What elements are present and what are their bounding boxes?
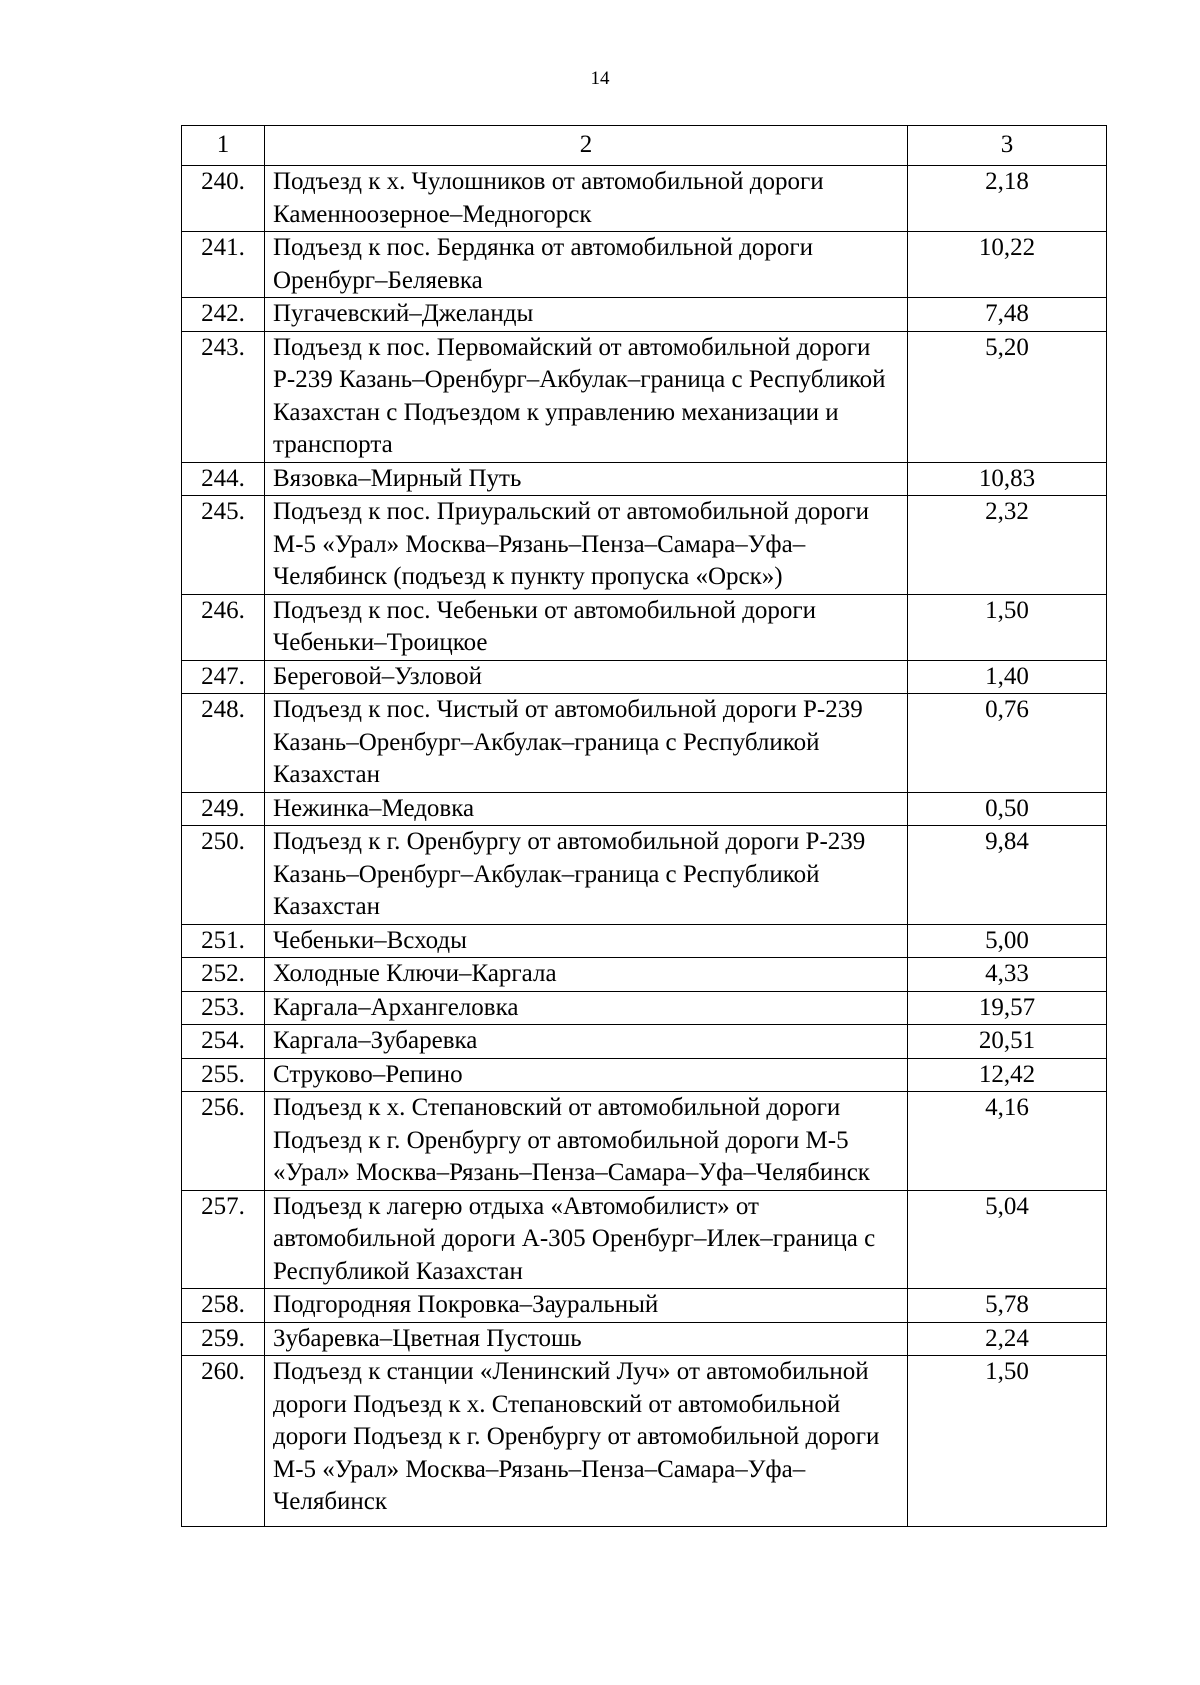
road-name: Подъезд к пос. Чистый от автомобильной дороги Р-239 Казань–Оренбург–Акбулак–граница с Республикой Казахстан xyxy=(265,694,908,793)
road-length: 2,18 xyxy=(908,166,1107,232)
road-length: 1,40 xyxy=(908,660,1107,694)
road-name: Вязовка–Мирный Путь xyxy=(265,462,908,496)
table-row xyxy=(182,1356,1107,1527)
road-name: Подъезд к пос. Бердянка от автомобильной дороги Оренбург–Беляевка xyxy=(265,232,908,298)
road-length: 10,83 xyxy=(908,462,1107,496)
road-length: 2,24 xyxy=(908,1322,1107,1356)
road-name: Подъезд к станции «Ленинский Луч» от автомобильной дороги Подъезд к х. Степановский от автомобильной дороги Подъезд к г. Оренбургу от автомобильной дороги М-5 «Урал» Москва–Рязань–Пенза–Самара–Уфа–Челябинск xyxy=(265,1356,908,1527)
road-name: Каргала–Зубаревка xyxy=(265,1025,908,1059)
table-row xyxy=(182,1322,1107,1356)
road-name: Каргала–Архангеловка xyxy=(265,991,908,1025)
road-length: 4,16 xyxy=(908,1092,1107,1191)
row-number: 243. xyxy=(182,331,265,462)
row-number: 253. xyxy=(182,991,265,1025)
road-name: Чебеньки–Всходы xyxy=(265,924,908,958)
table-row xyxy=(182,924,1107,958)
road-name: Подъезд к лагерю отдыха «Автомобилист» от автомобильной дороги А-305 Оренбург–Илек–граница с Республикой Казахстан xyxy=(265,1190,908,1289)
road-length: 5,20 xyxy=(908,331,1107,462)
road-name: Пугачевский–Джеланды xyxy=(265,298,908,332)
road-length: 12,42 xyxy=(908,1058,1107,1092)
table-body xyxy=(182,166,1107,1527)
road-name: Струково–Репино xyxy=(265,1058,908,1092)
column-header-length: 3 xyxy=(908,126,1107,166)
road-length: 1,50 xyxy=(908,1356,1107,1527)
table-row xyxy=(182,166,1107,232)
road-length: 19,57 xyxy=(908,991,1107,1025)
header-row xyxy=(182,126,1107,166)
table-row xyxy=(182,792,1107,826)
road-name: Подгородняя Покровка–Зауральный xyxy=(265,1289,908,1323)
roads-table xyxy=(181,125,1107,1527)
table-row xyxy=(182,991,1107,1025)
road-length: 7,48 xyxy=(908,298,1107,332)
road-length: 5,04 xyxy=(908,1190,1107,1289)
row-number: 248. xyxy=(182,694,265,793)
road-length: 1,50 xyxy=(908,594,1107,660)
table-row xyxy=(182,694,1107,793)
table-row xyxy=(182,594,1107,660)
road-length: 5,78 xyxy=(908,1289,1107,1323)
row-number: 260. xyxy=(182,1356,265,1527)
table-row xyxy=(182,958,1107,992)
table-row xyxy=(182,232,1107,298)
row-number: 246. xyxy=(182,594,265,660)
row-number: 242. xyxy=(182,298,265,332)
page-number: 14 xyxy=(590,68,610,89)
road-name: Подъезд к х. Чулошников от автомобильной дороги Каменноозерное–Медногорск xyxy=(265,166,908,232)
row-number: 241. xyxy=(182,232,265,298)
table-row xyxy=(182,660,1107,694)
table-row xyxy=(182,1058,1107,1092)
row-number: 255. xyxy=(182,1058,265,1092)
road-name: Зубаревка–Цветная Пустошь xyxy=(265,1322,908,1356)
road-length: 10,22 xyxy=(908,232,1107,298)
table-row xyxy=(182,826,1107,925)
row-number: 250. xyxy=(182,826,265,925)
row-number: 258. xyxy=(182,1289,265,1323)
table-row xyxy=(182,298,1107,332)
row-number: 251. xyxy=(182,924,265,958)
road-name: Подъезд к г. Оренбургу от автомобильной дороги Р-239 Казань–Оренбург–Акбулак–граница с Республикой Казахстан xyxy=(265,826,908,925)
road-length: 20,51 xyxy=(908,1025,1107,1059)
row-number: 259. xyxy=(182,1322,265,1356)
row-number: 256. xyxy=(182,1092,265,1191)
table-header xyxy=(182,126,1107,166)
row-number: 244. xyxy=(182,462,265,496)
road-length: 9,84 xyxy=(908,826,1107,925)
road-length: 2,32 xyxy=(908,496,1107,595)
table-row xyxy=(182,496,1107,595)
row-number: 240. xyxy=(182,166,265,232)
row-number: 247. xyxy=(182,660,265,694)
road-name: Холодные Ключи–Каргала xyxy=(265,958,908,992)
road-name: Подъезд к пос. Чебеньки от автомобильной дороги Чебеньки–Троицкое xyxy=(265,594,908,660)
table-row xyxy=(182,1092,1107,1191)
road-name: Береговой–Узловой xyxy=(265,660,908,694)
table-row xyxy=(182,1289,1107,1323)
column-header-number: 1 xyxy=(182,126,265,166)
road-name: Подъезд к х. Степановский от автомобильной дороги Подъезд к г. Оренбургу от автомобильной дороги М-5 «Урал» Москва–Рязань–Пенза–Самара–Уфа–Челябинск xyxy=(265,1092,908,1191)
road-length: 4,33 xyxy=(908,958,1107,992)
road-name: Нежинка–Медовка xyxy=(265,792,908,826)
column-header-name: 2 xyxy=(265,126,908,166)
row-number: 249. xyxy=(182,792,265,826)
table-row xyxy=(182,462,1107,496)
road-length: 0,50 xyxy=(908,792,1107,826)
row-number: 252. xyxy=(182,958,265,992)
road-name: Подъезд к пос. Приуральский от автомобильной дороги М-5 «Урал» Москва–Рязань–Пенза–Самара–Уфа–Челябинск (подъезд к пункту пропуска «Орск») xyxy=(265,496,908,595)
road-length: 5,00 xyxy=(908,924,1107,958)
table-row xyxy=(182,1025,1107,1059)
road-name: Подъезд к пос. Первомайский от автомобильной дороги Р-239 Казань–Оренбург–Акбулак–граница с Республикой Казахстан с Подъездом к управлению механизации и транспорта xyxy=(265,331,908,462)
row-number: 257. xyxy=(182,1190,265,1289)
row-number: 254. xyxy=(182,1025,265,1059)
table-row xyxy=(182,331,1107,462)
table-row xyxy=(182,1190,1107,1289)
row-number: 245. xyxy=(182,496,265,595)
road-length: 0,76 xyxy=(908,694,1107,793)
